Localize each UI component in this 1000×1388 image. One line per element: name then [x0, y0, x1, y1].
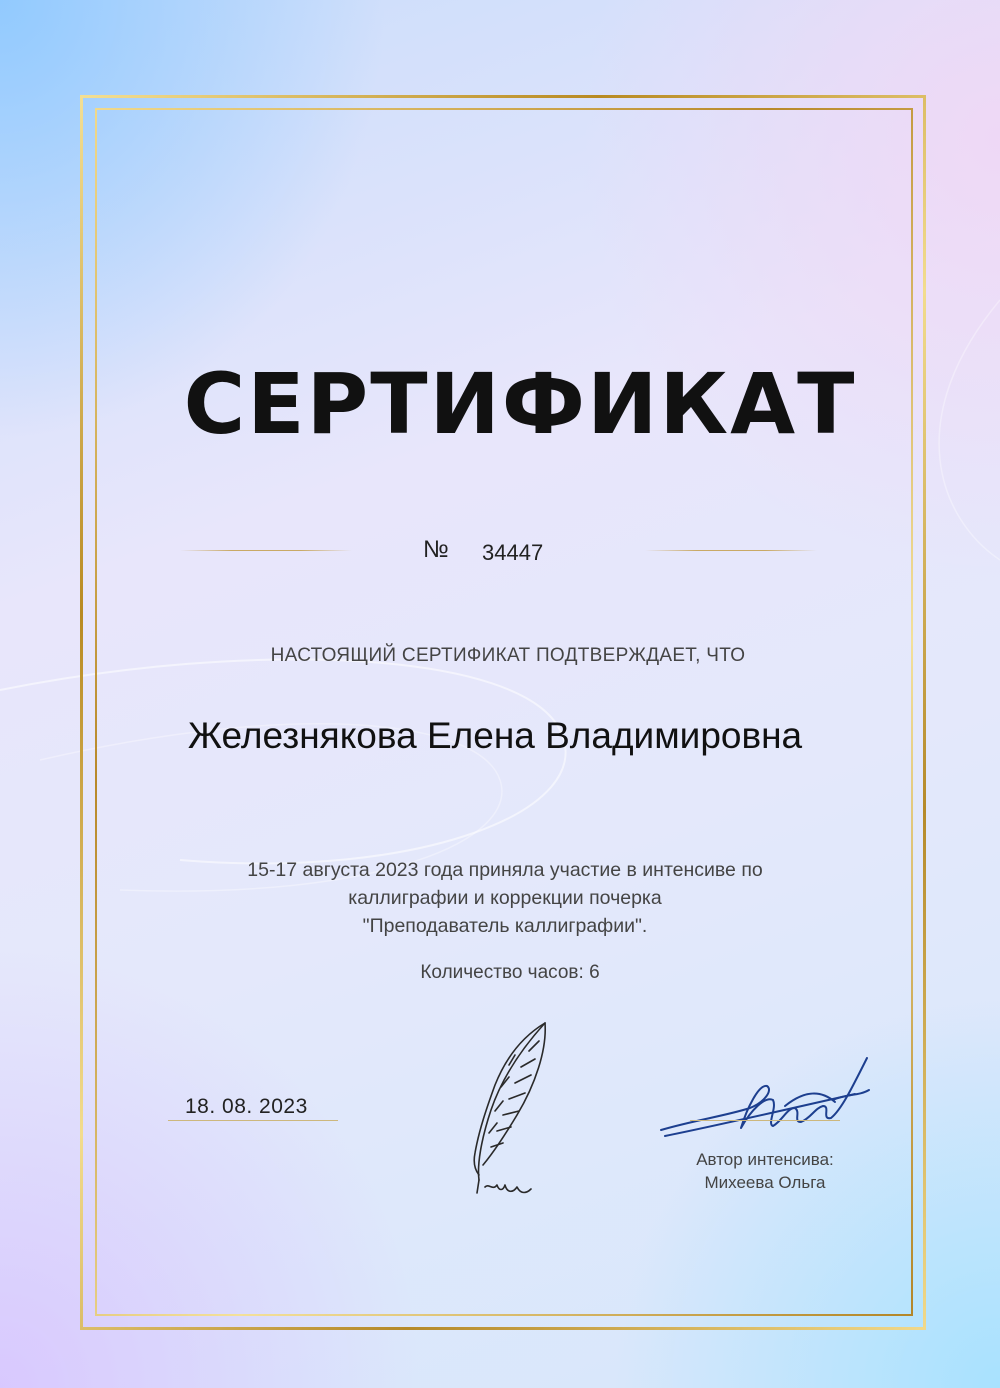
description-line: каллиграфии и коррекции почерка — [348, 887, 662, 909]
confirms-text: НАСТОЯЩИЙ СЕРТИФИКАТ ПОДТВЕРЖДАЕТ, ЧТО — [270, 645, 746, 666]
signature-underline — [690, 1120, 840, 1121]
hours-count: Количество часов: 6 — [420, 962, 600, 983]
number-line-right — [645, 550, 817, 551]
issue-date: 18. 08. 2023 — [185, 1095, 308, 1118]
author-name: Михеева Ольга — [704, 1173, 826, 1192]
recipient-name: Железнякова Елена Владимировна — [187, 715, 803, 756]
description-line: 15-17 августа 2023 года приняла участие в интенсиве по — [247, 859, 763, 881]
description-line: "Преподаватель каллиграфии". — [362, 915, 648, 937]
date-underline — [168, 1120, 338, 1121]
number-sign: № — [423, 536, 449, 563]
course-description — [150, 856, 860, 940]
author-signature — [655, 1050, 875, 1150]
certificate-title: СЕРТИФИКАТ — [183, 355, 857, 453]
certificate-number: 34447 — [482, 540, 544, 565]
number-line-left — [180, 550, 352, 551]
author-role: Автор интенсива: — [696, 1150, 834, 1169]
quill-feather-icon — [455, 1015, 565, 1210]
